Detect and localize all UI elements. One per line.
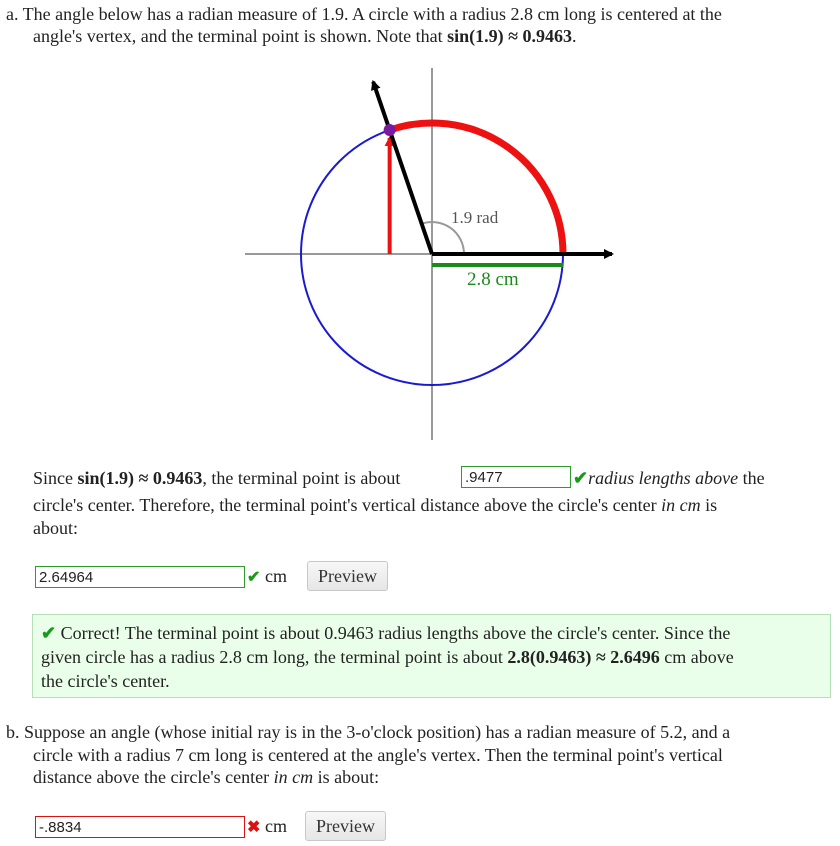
terminal-ray xyxy=(373,82,432,254)
question-a-line-b2 xyxy=(33,494,717,516)
after-input1-text: the xyxy=(738,468,765,488)
since-math: sin(1.9) ≈ 0.9463 xyxy=(77,468,203,488)
question-b-line3-text: distance above the circle's center xyxy=(33,767,274,787)
in-cm-italic-b: in cm xyxy=(273,767,314,787)
line-b2-end: is xyxy=(700,495,718,515)
feedback-line3: the circle's center. xyxy=(41,671,170,691)
feedback-text2-end: cm above xyxy=(659,647,734,667)
correct-feedback-box xyxy=(32,614,831,698)
radius-lengths-italic: radius lengths above xyxy=(588,468,739,488)
angle-label: 1.9 rad xyxy=(451,208,499,227)
question-a-line1: a. The angle below has a radian measure of 1.9. A circle with a radius 2.8 cm long is centered at the xyxy=(6,4,722,24)
cross-icon: ✖ xyxy=(247,819,261,836)
question-a-line2-end: . xyxy=(572,26,577,46)
answer-input-distance-b[interactable] xyxy=(35,816,245,838)
feedback-line2 xyxy=(41,645,822,669)
feedback-correct-label: Correct! xyxy=(60,623,121,643)
check-icon: ✔ xyxy=(247,569,261,586)
answer-input-radius-lengths[interactable] xyxy=(461,466,571,488)
question-a-line2-text: angle's vertex, and the terminal point is shown. Note that xyxy=(33,26,448,46)
feedback-text2: given circle has a radius 2.8 cm long, the terminal point is about xyxy=(41,647,508,667)
in-cm-italic: in cm xyxy=(661,495,701,515)
line-b2-text: circle's center. Therefore, the terminal point's vertical distance above the circle's center xyxy=(33,495,662,515)
sin-value-math: sin(1.9) ≈ 0.9463 xyxy=(447,26,573,46)
question-b-line3-end: is about: xyxy=(313,767,380,787)
since-text-end: , the terminal point is about xyxy=(202,468,401,488)
feedback-text1: The terminal point is about 0.9463 radius lengths above the circle's center. Since the xyxy=(120,623,731,643)
question-b-line2: circle with a radius 7 cm long is centered at the angle's vertex. Then the terminal point's vertical xyxy=(33,745,723,765)
check-icon: ✔ xyxy=(41,623,57,643)
question-b-line1: b. Suppose an angle (whose initial ray is in the 3-o'clock position) has a radian measure of 5.2, and a xyxy=(6,722,731,742)
since-text: Since xyxy=(33,468,78,488)
preview-button-b[interactable]: Preview xyxy=(305,811,386,841)
check-icon: ✔ xyxy=(573,468,589,488)
unit-label-a: cm xyxy=(265,566,287,586)
question-b-line3 xyxy=(33,766,379,788)
terminal-point xyxy=(384,124,396,136)
after-input1 xyxy=(573,467,765,489)
question-a-line-b3: about: xyxy=(33,518,78,538)
angle-arc xyxy=(390,123,563,254)
feedback-math: 2.8(0.9463) ≈ 2.6496 xyxy=(507,647,660,667)
radius-label: 2.8 cm xyxy=(467,269,519,290)
answer-input-distance-a[interactable] xyxy=(35,566,245,588)
preview-button-a[interactable]: Preview xyxy=(307,561,388,591)
since-line-start xyxy=(33,467,400,489)
feedback-line1 xyxy=(41,621,822,645)
unit-label-b: cm xyxy=(265,816,287,836)
